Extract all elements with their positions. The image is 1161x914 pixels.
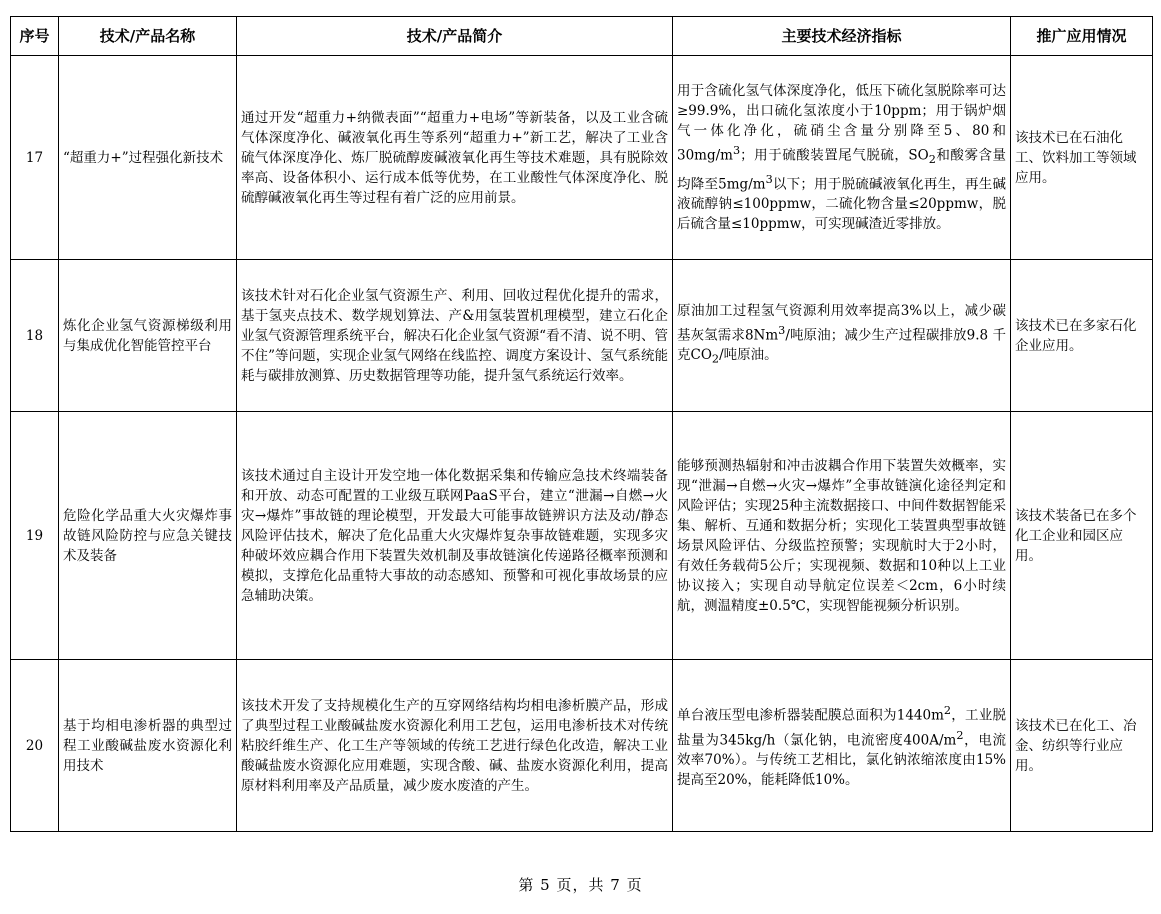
row-promotion: 该技术已在多家石化企业应用。 [1011, 260, 1153, 412]
row-name: 危险化学品重大火灾爆炸事故链风险防控与应急关键技术及装备 [59, 412, 237, 660]
indicator-text: /吨原油。 [719, 347, 778, 364]
indicator-text: 原油加工过程氢气资源利用效率提高3%以上，减少碳基灰氢需求8Nm [677, 302, 1006, 344]
row-intro: 该技术开发了支持规模化生产的互穿网络结构均相电渗析膜产品，形成了典型过程工业酸碱盐废水资源化利用工艺包，运用电渗析技术对传统粘胶纤维生产、化工生产等领域的传统工艺进行绿色化改造，解决工业酸碱盐废水资源化应用难题，实现含酸、碱、盐废水资源化利用，提高原材料利用率及产品质量，减少废水废渣的产生。 [237, 660, 673, 832]
row-index: 17 [11, 56, 59, 260]
superscript: 2 [943, 704, 952, 717]
header-promotion: 推广应用情况 [1011, 17, 1153, 56]
indicator-text: 单台液压型电渗析器装配膜总面积为1440m [677, 707, 944, 724]
row-index: 18 [11, 260, 59, 412]
header-intro: 技术/产品简介 [237, 17, 673, 56]
row-name: 炼化企业氢气资源梯级利用与集成优化智能管控平台 [59, 260, 237, 412]
technology-table [10, 16, 1153, 832]
subscript: 2 [711, 353, 720, 367]
indicator-text: ，工业脱盐量为345kg/h（氯化钠，电流密度400A/m [677, 707, 1006, 748]
row-intro: 该技术针对石化企业氢气资源生产、利用、回收过程优化提升的需求，基于氢夹点技术、数学规划算法、产&用氢装置机理模型，建立石化企业氢气资源管理系统平台，解决石化企业氢气资源“看不清、说不明、管不住”等问题，实现企业氢气网络在线监控、调度方案设计、氢气系统能耗与碳排放测算、历史数据管理等功能，提升氢气系统运行效率。 [237, 260, 673, 412]
header-indicators: 主要技术经济指标 [673, 17, 1011, 56]
row-promotion: 该技术装备已在多个化工企业和园区应用。 [1011, 412, 1153, 660]
indicator-text: 和酸雾含量均降至5mg/m [677, 147, 1006, 193]
row-promotion: 该技术已在化工、冶金、纺织等行业应用。 [1011, 660, 1153, 832]
table-row [11, 260, 1153, 412]
header-name: 技术/产品名称 [59, 17, 237, 56]
table-row [11, 660, 1153, 832]
row-indicators [673, 56, 1011, 260]
row-indicators [673, 260, 1011, 412]
row-index: 20 [11, 660, 59, 832]
indicator-text: 用于含硫化氢气体深度净化，低压下硫化氢脱除率可达≥99.9%，出口硫化氢浓度小于10ppm；用于锅炉烟气一体化净化，硫硝尘含量分别降至5、80和30mg/m [677, 82, 1006, 164]
row-intro: 该技术通过自主设计开发空地一体化数据采集和传输应急技术终端装备和开放、动态可配置的工业级互联网PaaS平台，建立“泄漏→自燃→火灾→爆炸”事故链的理论模型，开发最大可能事故链辨识方法及动/静态风险评估技术，解决了危化品重大火灾爆炸复杂事故链难题，实现多灾种破坏效应耦合作用下装置失效机制及事故链演化传递路径概率预测和模拟，支撑危化品重特大事故的动态感知、预警和可视化事故场景的应急辅助决策。 [237, 412, 673, 660]
superscript: 2 [956, 728, 964, 742]
row-name: “超重力+”过程强化新技术 [59, 56, 237, 260]
subscript: 2 [928, 152, 936, 166]
page-number: 第 5 页，共 7 页 [518, 876, 643, 894]
row-name: 基于均相电渗析器的典型过程工业酸碱盐废水资源化利用技术 [59, 660, 237, 832]
superscript: 3 [765, 172, 773, 186]
superscript: 3 [732, 143, 741, 157]
row-promotion: 该技术已在石油化工、饮料加工等领域应用。 [1011, 56, 1153, 260]
row-indicators [673, 412, 1011, 660]
table-row [11, 56, 1153, 260]
indicator-text: ，电流效率70%）。与传统工艺相比，氯化钠浓缩浓度由15%提高至20%，能耗降低10%。 [677, 732, 1007, 788]
table-row [11, 412, 1153, 660]
indicator-text: /吨原油；减少生产过程碳排放9.8 千克CO [677, 327, 1006, 364]
row-indicators [673, 660, 1011, 832]
header-row [11, 17, 1153, 56]
superscript: 3 [778, 323, 786, 337]
indicator-text: ；用于硫酸装置尾气脱硫，SO [740, 147, 929, 164]
row-intro: 通过开发“超重力+纳微表面”“超重力+电场”等新装备，以及工业含硫气体深度净化、碱液氧化再生等系列“超重力+”新工艺，解决了工业含硫气体深度净化、炼厂脱硫醇废碱液氧化再生等技术难题，具有脱除效率高、设备体积小、运行成本低等优势，在工业酸性气体深度净化、脱硫醇碱液氧化再生等过程有着广泛的应用前景。 [237, 56, 673, 260]
indicator-text: 以下；用于脱硫碱液氧化再生，再生碱液硫醇钠≤100ppmw，二硫化物含量≤20ppmw，脱后硫含量≤10ppmw，可实现碱渣近零排放。 [677, 176, 1007, 233]
indicator-text: 能够预测热辐射和冲击波耦合作用下装置失效概率，实现“泄漏→自燃→火灾→爆炸”全事故链演化途径判定和风险评估；实现25种主流数据接口、中间件数据智能采集、解析、互通和数据分析；实现化工装置典型事故链场景风险评估、分级监控预警；实现航时大于2小时，有效任务载荷5公斤；实现视频、数据和10种以上工业协议接入；实现自动导航定位误差＜2cm，6小时续航，测温精度±0.5℃，实现智能视频分析识别。 [677, 457, 1006, 614]
header-index: 序号 [11, 17, 59, 56]
row-index: 19 [11, 412, 59, 660]
